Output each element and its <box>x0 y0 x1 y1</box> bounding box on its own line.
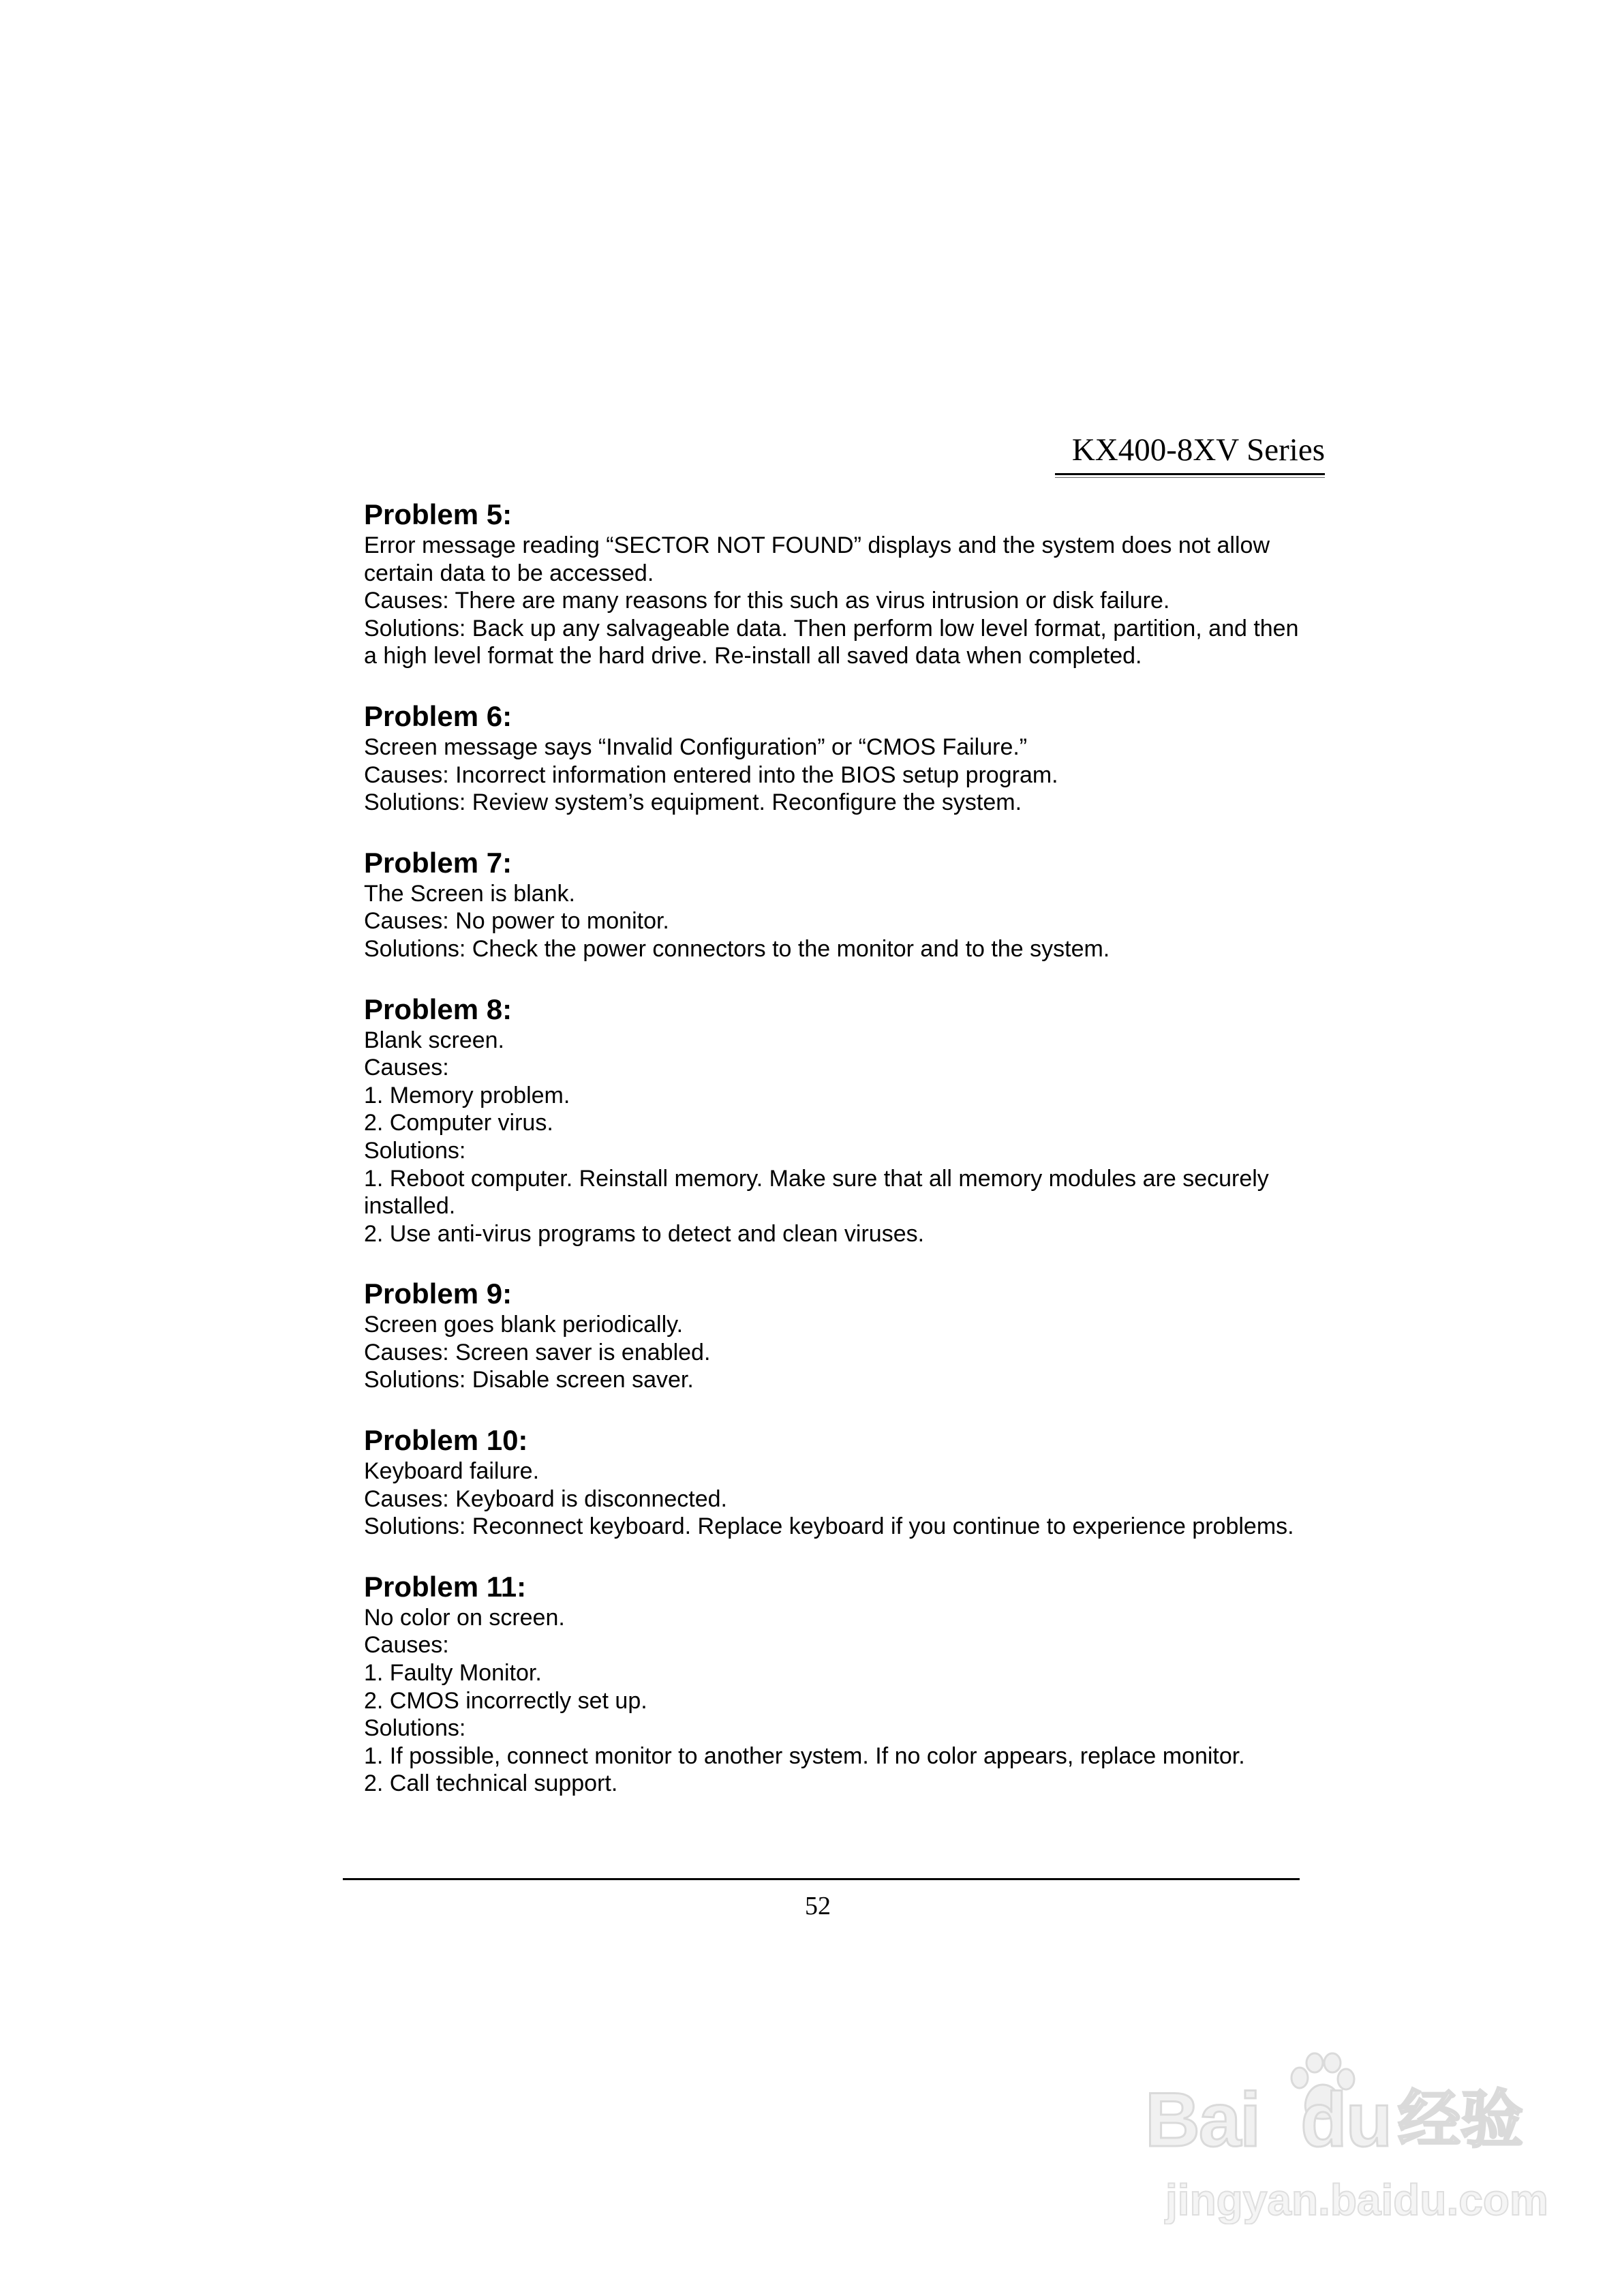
problem-line: Causes: <box>364 1055 449 1081</box>
watermark-brand-text: Bai <box>1145 2077 1260 2162</box>
baidu-watermark <box>1145 2052 1554 2256</box>
problem-line: Causes: Screen saver is enabled. <box>364 1339 711 1365</box>
problem-line: 2. CMOS incorrectly set up. <box>364 1687 647 1714</box>
problem-line: 2. Computer virus. <box>364 1110 553 1136</box>
problem-heading: Problem 7: <box>364 846 512 879</box>
problem-section <box>364 699 1325 817</box>
problem-heading: Problem 5: <box>364 498 512 530</box>
problem-line: Solutions: <box>364 1137 466 1164</box>
problem-line: Solutions: Check the power connectors to the monitor and to the system. <box>364 935 1110 962</box>
problem-line: 1. Reboot computer. Reinstall memory. Make sure that all memory modules are securely <box>364 1165 1269 1192</box>
problem-section <box>364 1423 1325 1541</box>
problem-heading: Problem 11: <box>364 1570 527 1603</box>
problem-line: certain data to be accessed. <box>364 560 654 586</box>
problem-heading: Problem 8: <box>364 993 512 1025</box>
header-rule <box>1055 473 1325 475</box>
page-number: 52 <box>805 1892 831 1920</box>
problem-line: Solutions: Reconnect keyboard. Replace keyboard if you continue to experience problems. <box>364 1513 1294 1540</box>
problem-line: Keyboard failure. <box>364 1458 540 1485</box>
problem-line: Blank screen. <box>364 1027 504 1053</box>
problem-line: No color on screen. <box>364 1604 565 1631</box>
header-rule-shadow <box>1055 477 1325 478</box>
problem-line: The Screen is blank. <box>364 880 575 907</box>
problem-section <box>364 1570 1325 1798</box>
problem-heading: Problem 6: <box>364 699 512 732</box>
problem-line: Causes: No power to monitor. <box>364 908 669 935</box>
problem-line: a high level format the hard drive. Re-install all saved data when completed. <box>364 643 1142 669</box>
problem-heading: Problem 9: <box>364 1278 512 1310</box>
problem-section <box>364 993 1325 1248</box>
problem-line: 1. If possible, connect monitor to another system. If no color appears, replace monitor. <box>364 1742 1245 1769</box>
problem-line: Screen goes blank periodically. <box>364 1312 684 1338</box>
problem-line: Solutions: <box>364 1715 466 1742</box>
problem-line: Causes: Incorrect information entered into the BIOS setup program. <box>364 761 1058 788</box>
problem-line: 1. Memory problem. <box>364 1082 570 1108</box>
content-body <box>364 498 1325 1827</box>
problem-line: Solutions: Back up any salvageable data. Then perform low level format, partition, and then <box>364 615 1299 641</box>
problem-line: Error message reading “SECTOR NOT FOUND” displays and the system does not allow <box>364 532 1270 558</box>
watermark-brand-text2: du <box>1300 2077 1392 2162</box>
problem-line: 2. Call technical support. <box>364 1770 618 1797</box>
problem-line: installed. <box>364 1193 456 1220</box>
problem-line: Causes: There are many reasons for this such as virus intrusion or disk failure. <box>364 588 1170 614</box>
problem-section <box>364 1277 1325 1394</box>
problem-line: Causes: Keyboard is disconnected. <box>364 1485 727 1512</box>
footer-rule <box>343 1878 1300 1880</box>
watermark-url: jingyan.baidu.com <box>1165 2175 1548 2224</box>
problem-line: Solutions: Disable screen saver. <box>364 1367 694 1393</box>
problem-line: Screen message says “Invalid Configuration” or “CMOS Failure.” <box>364 734 1028 760</box>
problem-line: 1. Faulty Monitor. <box>364 1660 542 1687</box>
problem-line: 2. Use anti-virus programs to detect and clean viruses. <box>364 1220 925 1247</box>
watermark-brand <box>1145 2079 1523 2161</box>
problem-line: Causes: <box>364 1632 449 1659</box>
problem-line: Solutions: Review system’s equipment. Reconfigure the system. <box>364 789 1022 816</box>
running-header: KX400-8XV Series <box>1071 432 1325 468</box>
watermark-brand-cn: 经验 <box>1398 2083 1524 2156</box>
problem-section <box>364 846 1325 963</box>
problem-heading: Problem 10: <box>364 1424 528 1457</box>
problem-section <box>364 498 1325 670</box>
